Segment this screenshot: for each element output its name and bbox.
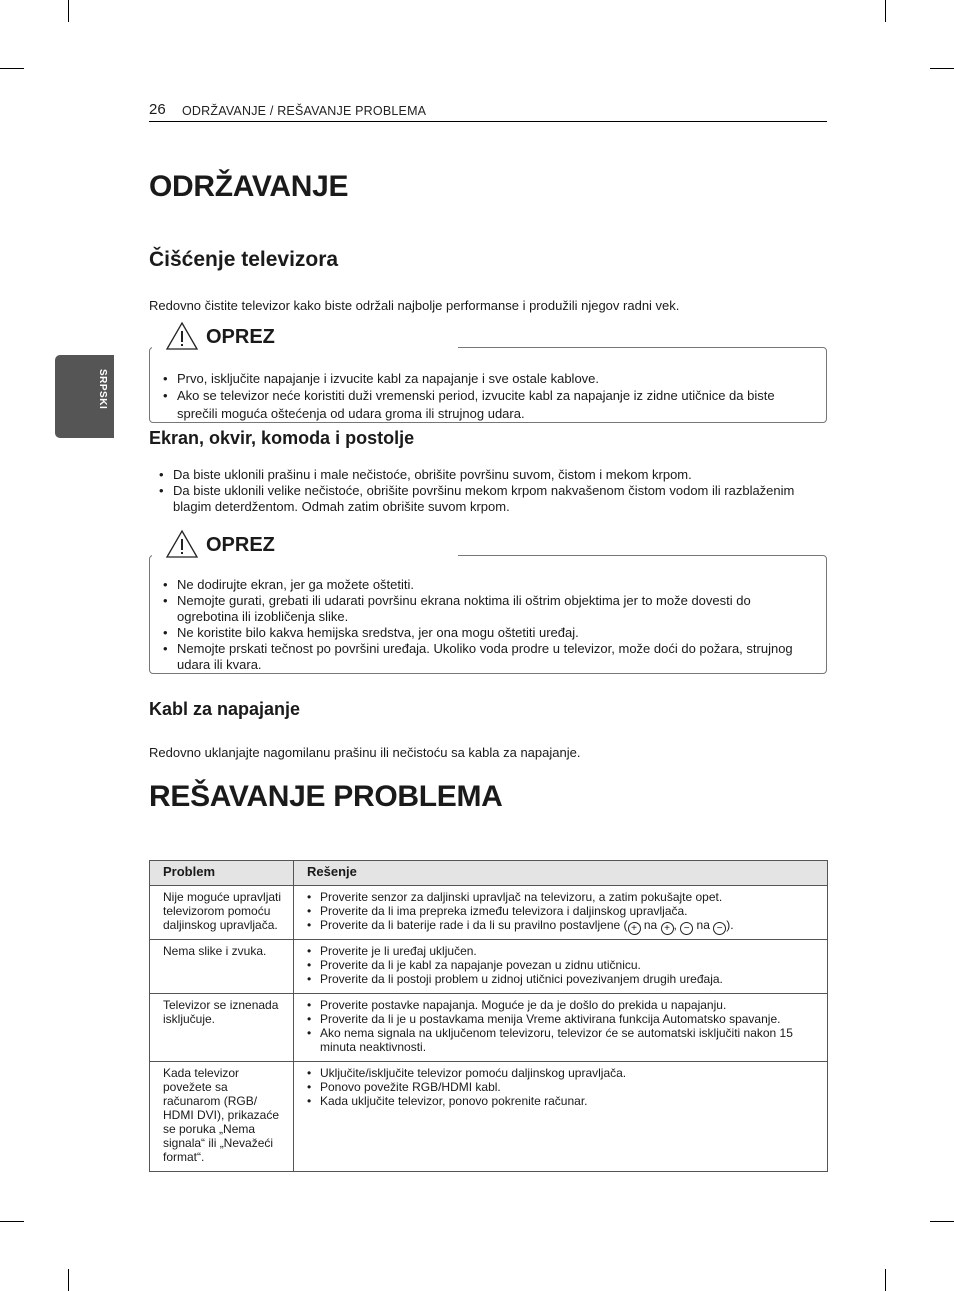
- list-item: • Kada uključite televizor, ponovo pokrenite računar.: [307, 1094, 819, 1108]
- list-item: • Da biste uklonili prašinu i male nečistoće, obrišite površinu suvom, čistom i mekom krpom.: [159, 467, 799, 483]
- power-cord-text: Redovno uklanjajte nagomilanu prašinu ili nečistoću sa kabla za napajanje.: [149, 745, 581, 760]
- list-item: • Proverite postavke napajanja. Moguće je da je došlo do prekida u napajanju.: [307, 998, 819, 1012]
- battery-note-text: na: [693, 918, 714, 932]
- list-item: [307, 918, 819, 935]
- solution-list: [307, 944, 819, 986]
- list-item: • Uključite/isključite televizor pomoću daljinskog upravljača.: [307, 1066, 819, 1080]
- plus-icon: +: [628, 922, 641, 935]
- list-item: • Proverite da li je kabl za napajanje povezan u zidnu utičnicu.: [307, 958, 819, 972]
- running-title: ODRŽAVANJE / REŠAVANJE PROBLEMA: [182, 104, 427, 118]
- solution-list: [307, 1066, 819, 1108]
- list-item: • Proverite da li je u postavkama menija Vreme aktivirana funkcija Automatsko spavanje.: [307, 1012, 819, 1026]
- screen-title: Ekran, okvir, komoda i postolje: [149, 428, 415, 448]
- battery-note-prefix: Proverite da li baterije rade i da li su pravilno postavljene (: [320, 918, 628, 932]
- minus-icon: −: [713, 922, 726, 935]
- crop-mark: [885, 0, 886, 22]
- crop-mark: [0, 1221, 24, 1222]
- cleaning-title: Čišćenje televizora: [149, 248, 339, 271]
- table-row: [150, 994, 828, 1062]
- language-tab: [55, 355, 114, 438]
- page-number: 26: [149, 101, 166, 118]
- minus-icon: −: [680, 922, 693, 935]
- solution-list: [307, 890, 819, 935]
- solution-cell: [294, 994, 828, 1062]
- list-item: • Ako se televizor neće koristiti duži vremenski period, izvucite kabl za napajanje iz zidne utičnice da biste sprečili moguća oštećenja od udara groma ili strujnog udara.: [163, 387, 813, 423]
- battery-note-text: na: [640, 918, 661, 932]
- caution-box: [149, 326, 827, 423]
- crop-mark: [930, 1221, 954, 1222]
- table-row: [150, 1062, 828, 1172]
- table-row: [150, 940, 828, 994]
- battery-note-suffix: ).: [726, 918, 734, 932]
- caution-label: [152, 321, 308, 351]
- language-tab-label: SRPSKI: [97, 369, 108, 410]
- list-item: • Ponovo povežite RGB/HDMI kabl.: [307, 1080, 819, 1094]
- column-header-problem: Problem: [150, 861, 294, 886]
- list-item: • Proverite da li ima prepreka između televizora i daljinskog upravljača.: [307, 904, 819, 918]
- column-header-solution: Rešenje: [294, 861, 828, 886]
- caution-list: [163, 577, 813, 673]
- caution-list: [163, 370, 813, 423]
- screen-list: [159, 467, 799, 515]
- problem-cell: Nije moguće upravljati televizorom pomoću daljinskog upravljača.: [150, 886, 294, 940]
- power-cord-title: Kabl za napajanje: [149, 699, 301, 719]
- crop-mark: [885, 1269, 886, 1291]
- crop-mark: [0, 68, 24, 69]
- crop-mark: [68, 0, 69, 22]
- list-item: • Proverite da li postoji problem u zidnoj utičnici povezivanjem drugih uređaja.: [307, 972, 819, 986]
- caution-label-text: OPREZ: [206, 326, 275, 348]
- warning-icon: [165, 321, 199, 351]
- list-item: • Prvo, isključite napajanje i izvucite kabl za napajanje i sve ostale kablove.: [163, 370, 813, 387]
- list-item: • Nemojte prskati tečnost po površini uređaja. Ukoliko voda prodre u televizor, može doći do požara, strujnog udara ili kvara.: [163, 641, 813, 673]
- table-row: [150, 886, 828, 940]
- list-item: • Da biste uklonili velike nečistoće, obrišite površinu mekom krpom nakvašenom čistom vodom ili razblaženim blagim deterdžentom. Odmah zatim obrišite suvom krpom.: [159, 483, 799, 515]
- caution-label-text: OPREZ: [206, 534, 275, 556]
- solution-list: [307, 998, 819, 1054]
- troubleshooting-table: [149, 860, 828, 1172]
- list-item: • Nemojte gurati, grebati ili udarati površinu ekrana noktima ili oštrim objektima jer to može dovesti do ogrebotina ili izobličenja slike.: [163, 593, 813, 625]
- problem-cell: Nema slike i zvuka.: [150, 940, 294, 994]
- plus-icon: +: [661, 922, 674, 935]
- solution-cell: [294, 886, 828, 940]
- caution-box: [149, 534, 827, 674]
- caution-label: [152, 529, 308, 559]
- cleaning-intro: Redovno čistite televizor kako biste održali najbolje performanse i produžili njegov radni vek.: [149, 298, 680, 313]
- battery-note-text: ,: [673, 918, 681, 932]
- list-item: • Ako nema signala na uključenom televizoru, televizor će se automatski isključiti nakon 15 minuta neaktivnosti.: [307, 1026, 819, 1054]
- list-item: • Proverite senzor za daljinski upravljač na televizoru, a zatim pokušajte opet.: [307, 890, 819, 904]
- list-item: • Ne koristite bilo kakva hemijska sredstva, jer ona mogu oštetiti uređaj.: [163, 625, 813, 641]
- crop-mark: [68, 1269, 69, 1291]
- running-header: [149, 101, 827, 122]
- list-item: • Ne dodirujte ekran, jer ga možete oštetiti.: [163, 577, 813, 593]
- list-item: • Proverite je li uređaj uključen.: [307, 944, 819, 958]
- table-header-row: [150, 861, 828, 886]
- warning-icon: [165, 529, 199, 559]
- problem-cell: Kada televizor povežete sa računarom (RGB/ HDMI DVI), prikazaće se poruka „Nema signala“ ili „Nevažeći format“.: [150, 1062, 294, 1172]
- crop-mark: [930, 68, 954, 69]
- troubleshooting-title: REŠAVANJE PROBLEMA: [149, 780, 503, 813]
- maintenance-title: ODRŽAVANJE: [149, 170, 349, 203]
- problem-cell: Televizor se iznenada isključuje.: [150, 994, 294, 1062]
- solution-cell: [294, 1062, 828, 1172]
- solution-cell: [294, 940, 828, 994]
